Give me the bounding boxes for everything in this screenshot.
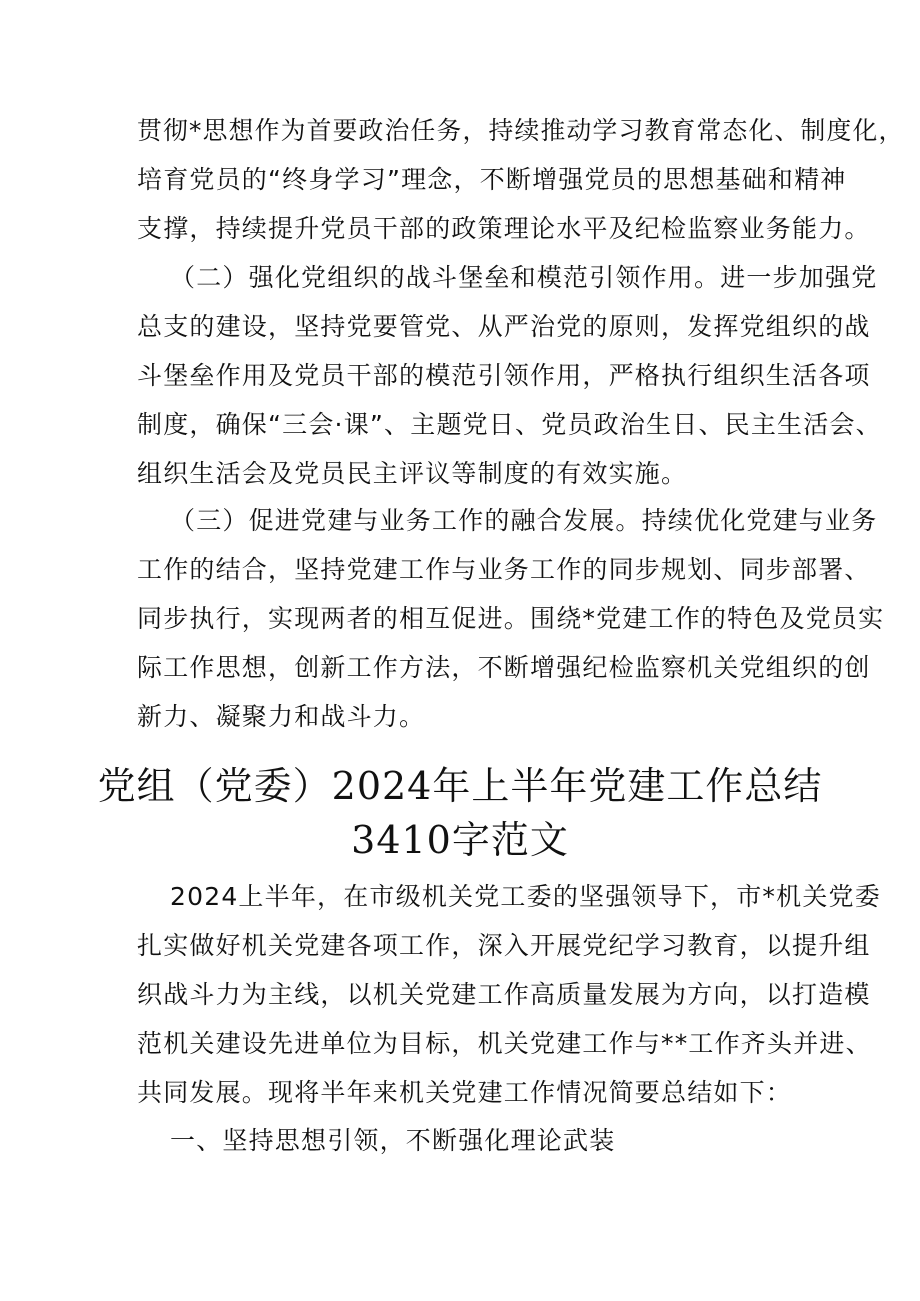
title-line-1: 党组（党委）2024年上半年党建工作总结 bbox=[97, 764, 823, 808]
text-line: 新力、凝聚力和战斗力。 bbox=[137, 702, 426, 731]
section-heading-1: 一、坚持思想引领，不断强化理论武装 bbox=[170, 1126, 616, 1155]
text-line: 织战斗力为主线，以机关党建工作高质量发展为方向，以打造模 bbox=[137, 980, 871, 1009]
text-line: 培育党员的“终身学习”理念，不断增强党员的思想基础和精神 bbox=[137, 165, 847, 194]
text-line: 工作的结合，坚持党建工作与业务工作的同步规划、同步部署、 bbox=[137, 555, 871, 584]
text-line: 组织生活会及党员民主评议等制度的有效实施。 bbox=[137, 459, 688, 488]
text-line: （二）强化党组织的战斗堡垒和模范引领作用。进一步加强党 bbox=[170, 263, 878, 292]
title-line-2: 3410字范文 bbox=[351, 818, 569, 862]
text-line: 同步执行，实现两者的相互促进。围绕*党建工作的特色及党员实 bbox=[137, 604, 885, 633]
text-line: 扎实做好机关党建各项工作，深入开展党纪学习教育，以提升组 bbox=[137, 931, 871, 960]
text-line: （三）促进党建与业务工作的融合发展。持续优化党建与业务 bbox=[170, 506, 878, 535]
text-line: 共同发展。现将半年来机关党建工作情况简要总结如下： bbox=[137, 1078, 793, 1107]
text-line: 支撑，持续提升党员干部的政策理论水平及纪检监察业务能力。 bbox=[137, 214, 871, 243]
text-line: 贯彻*思想作为首要政治任务，持续推动学习教育常态化、制度化， bbox=[137, 116, 905, 145]
text-line: 制度，确保“三会·课”、主题党日、党员政治生日、民主生活会、 bbox=[137, 410, 882, 439]
text-line: 2024上半年，在市级机关党工委的坚强领导下，市*机关党委 bbox=[170, 882, 881, 911]
text-line: 总支的建设，坚持党要管党、从严治党的原则，发挥党组织的战 bbox=[137, 312, 871, 341]
text-line: 际工作思想，创新工作方法，不断增强纪检监察机关党组织的创 bbox=[137, 653, 871, 682]
text-line: 范机关建设先进单位为目标，机关党建工作与**工作齐头并进、 bbox=[137, 1029, 872, 1058]
text-line: 斗堡垒作用及党员干部的模范引领作用，严格执行组织生活各项 bbox=[137, 361, 871, 390]
